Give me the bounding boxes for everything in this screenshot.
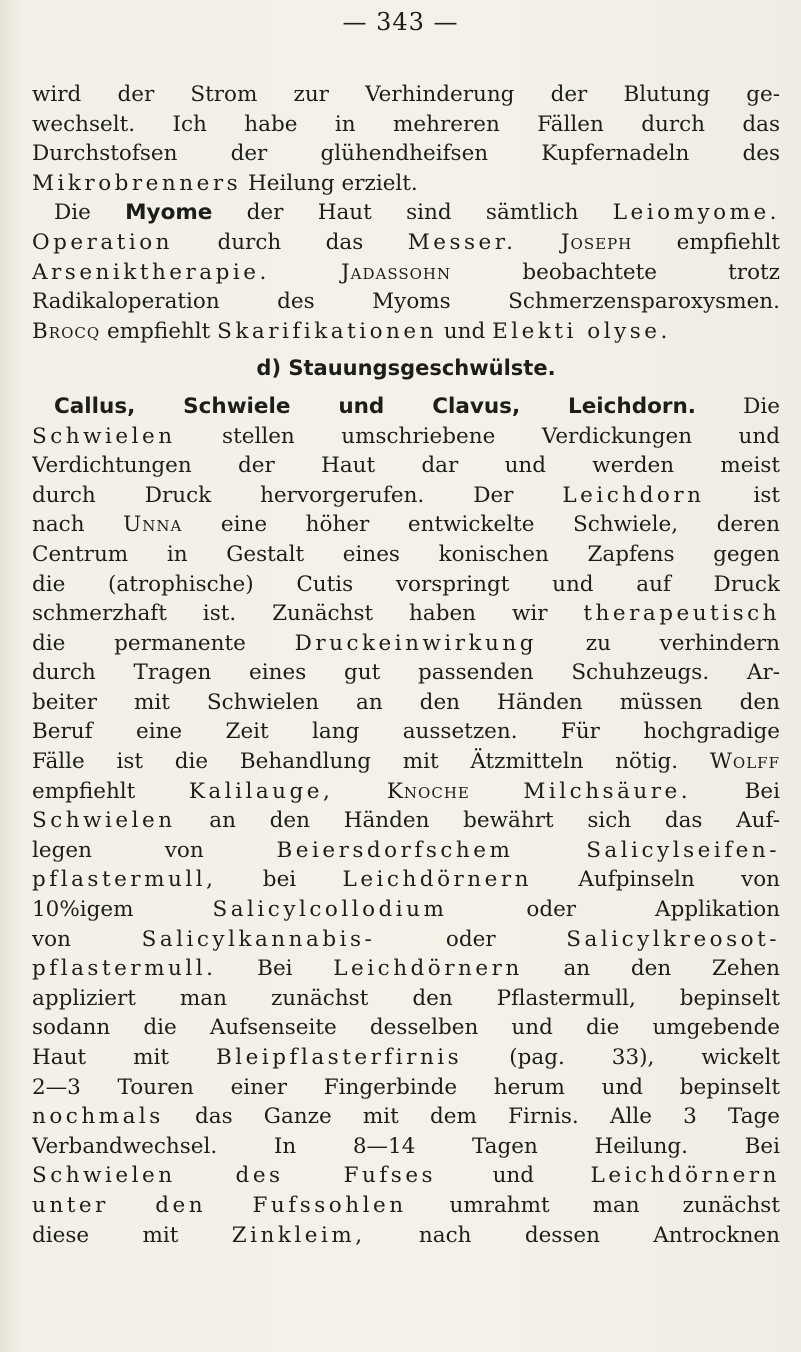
text-line: schmerzhaft ist. Zunächst haben wir therapeutisch (32, 601, 780, 627)
body-text (32, 80, 780, 1250)
spaced-term: Milchsäure. (523, 778, 692, 804)
text-line: Callus, Schwiele und Clavus, Leichdorn. Die (54, 393, 780, 419)
author-name: Knoche (386, 778, 470, 804)
text-line: diese mit Zinkleim, nach dessen Antrocknen (32, 1222, 780, 1248)
text-line: Schwielen stellen umschriebene Verdickungen und (32, 423, 780, 449)
text-line: Fälle ist die Behandlung mit Ätzmitteln nötig. Wolff (32, 749, 780, 775)
text-line: pflastermull, bei Leichdörnern Aufpinseln von (32, 867, 780, 893)
text-line: Verbandwechsel. In 8—14 Tagen Heilung. Bei (32, 1133, 780, 1159)
spaced-term: Salicylkreosot- (566, 926, 780, 952)
spaced-term: Salicylseifen- (586, 837, 780, 863)
spaced-term: nochmals (32, 1104, 164, 1130)
spaced-term: Schwielen (32, 423, 176, 449)
text-line: empfiehlt Kalilauge, Knoche Milchsäure. Bei (32, 778, 780, 804)
text-line: unter den Fufssohlen umrahmt man zunächst (32, 1192, 780, 1218)
spaced-term: Leichdörnern (342, 867, 532, 893)
text-line: Schwielen des Fufses und Leichdörnern (32, 1163, 780, 1189)
spaced-term: pflastermull. (32, 956, 217, 982)
spaced-term: Elekti olyse. (492, 318, 671, 344)
spaced-term: Operation (32, 229, 174, 255)
spaced-term: Leiomyome. (612, 200, 780, 226)
text-line: appliziert man zunächst den Pflastermull, bepinselt (32, 985, 780, 1011)
spaced-term: Skarifikationen (217, 318, 437, 344)
spaced-term: Leichdörnern (590, 1163, 780, 1189)
spaced-term: Leichdorn (562, 482, 705, 508)
text-line: durch Druck hervorgerufen. Der Leichdorn ist (32, 482, 780, 508)
spaced-term: Zinkleim, (231, 1222, 366, 1248)
author-name: Joseph (560, 229, 633, 255)
text-line: Mikrobrenners Heilung erzielt. (32, 170, 418, 196)
spaced-term: therapeutisch (583, 601, 780, 627)
text-line: legen von Beiersdorfschem Salicylseifen- (32, 837, 780, 863)
text-line: Verdichtungen der Haut dar und werden meist (32, 453, 780, 479)
section-heading: d) Stauungsgeschwülste. (256, 356, 556, 381)
text-line: Centrum in Gestalt eines konischen Zapfens gegen (32, 541, 780, 567)
author-name: Unna (123, 512, 183, 538)
text-line: Operation durch das Messer. Joseph empfiehlt (32, 229, 780, 255)
spaced-term: unter den Fufssohlen (32, 1192, 407, 1218)
text-line: pflastermull. Bei Leichdörnern an den Zehen (32, 956, 780, 982)
text-line: wird der Strom zur Verhinderung der Blutung ge- (32, 82, 780, 107)
text-line: Brocq empfiehlt Skarifikationen und Elekti olyse. (32, 318, 671, 344)
page-number: — 343 — (342, 8, 459, 36)
text-line: 10%igem Salicylcollodium oder Applikation (32, 897, 780, 923)
text-line: Haut mit Bleipflasterfirnis (pag. 33), wickelt (32, 1045, 780, 1070)
text-line: Die Myome der Haut sind sämtlich Leiomyome. (54, 200, 780, 226)
spaced-term: Druckeinwirkung (294, 630, 538, 656)
spaced-term: Kalilauge, (188, 778, 334, 804)
spaced-term: Beiersdorfschem (276, 837, 514, 863)
text-line: beiter mit Schwielen an den Händen müssen den (32, 689, 780, 715)
text-line: Schwielen an den Händen bewährt sich das Auf- (32, 808, 780, 834)
spaced-term: Leichdörnern (333, 956, 523, 982)
text-line: wechselt. Ich habe in mehreren Fällen durch das (32, 111, 780, 137)
spaced-term: Mikrobrenners (32, 170, 242, 196)
author-name: Jadassohn (341, 259, 452, 285)
text-line: die (atrophische) Cutis vorspringt und auf Druck (32, 571, 780, 597)
spaced-term: Salicylkannabis- (141, 926, 376, 952)
bold-term: Myome (125, 200, 213, 226)
author-name: Wolff (709, 749, 780, 775)
text-line: von Salicylkannabis- oder Salicylkreosot- (32, 926, 780, 952)
spaced-term: pflastermull, (32, 867, 217, 893)
text-line: durch Tragen eines gut passenden Schuhzeugs. Ar- (32, 660, 780, 686)
spaced-term: Salicylcollodium (212, 897, 448, 923)
text-line: nochmals das Ganze mit dem Firnis. Alle 3 Tage (32, 1104, 780, 1130)
author-name: Brocq (32, 318, 101, 344)
text-line: Durchstofsen der glühendheifsen Kupfernadeln des (32, 141, 780, 167)
spaced-term: Messer. (407, 229, 517, 255)
spaced-term: Schwielen des Fufses (32, 1163, 437, 1189)
text-line: die permanente Druckeinwirkung zu verhindern (32, 630, 780, 656)
spaced-term: Schwielen (32, 808, 176, 834)
text-line: Beruf eine Zeit lang aussetzen. Für hochgradige (32, 719, 780, 745)
bold-term: Callus, Schwiele und Clavus, Leichdorn. (54, 393, 696, 419)
text-line: Radikaloperation des Myoms Schmerzensparoxysmen. (32, 289, 780, 315)
text-line: sodann die Aufsenseite desselben und die umgebende (32, 1015, 780, 1041)
text-line: nach Unna eine höher entwickelte Schwiele, deren (32, 512, 780, 538)
text-line: Arseniktherapie. Jadassohn beobachtete trotz (32, 259, 780, 285)
spaced-term: Bleipflasterfirnis (215, 1045, 463, 1070)
text-line: 2—3 Touren einer Fingerbinde herum und bepinselt (32, 1074, 780, 1100)
spaced-term: Arseniktherapie. (32, 259, 270, 285)
